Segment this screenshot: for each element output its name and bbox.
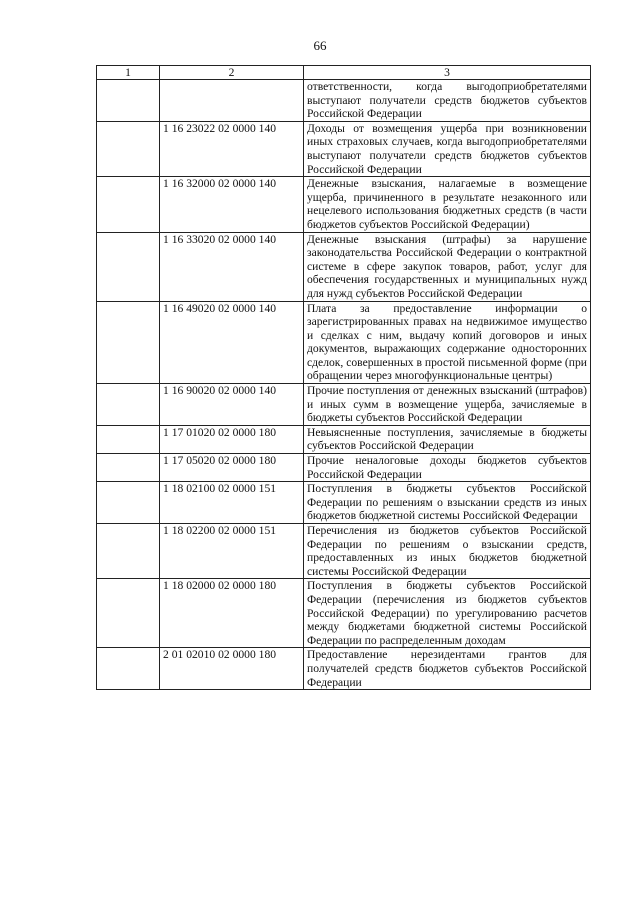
revenue-code-cell: 1 18 02100 02 0000 151: [160, 482, 304, 524]
revenue-description-cell: Денежные взыскания (штрафы) за нарушение законодательства Российской Федерации о контрактной системе в сфере закупок товаров, работ, услуг для обеспечения государственных и муниципальных нужд для нужд субъектов Российской Федерации: [304, 232, 591, 301]
table-row: [97, 232, 591, 301]
table-row: [97, 579, 591, 648]
row-col1-cell: [97, 648, 160, 690]
revenue-description-cell: Прочие неналоговые доходы бюджетов субъектов Российской Федерации: [304, 454, 591, 482]
table-row: [97, 121, 591, 176]
revenue-code-cell: 1 18 02000 02 0000 180: [160, 579, 304, 648]
revenue-code-cell: [160, 80, 304, 122]
revenue-code-cell: 1 16 23022 02 0000 140: [160, 121, 304, 176]
row-col1-cell: [97, 177, 160, 232]
row-col1-cell: [97, 425, 160, 453]
revenue-description-cell: Денежные взыскания, налагаемые в возмещение ущерба, причиненного в результате незаконного или нецелевого использования бюджетных средств (в части бюджетов субъектов Российской Федерации): [304, 177, 591, 232]
table-header-row: [97, 66, 591, 80]
table-row: [97, 384, 591, 426]
row-col1-cell: [97, 232, 160, 301]
table-row: [97, 482, 591, 524]
revenue-description-cell: Доходы от возмещения ущерба при возникновении иных страховых случаев, когда выгодоприобретателями выступают получатели средств бюджетов субъектов Российской Федерации: [304, 121, 591, 176]
revenue-description-cell: Перечисления из бюджетов субъектов Российской Федерации по решениям о взыскании средств, предоставленных из иных бюджетов бюджетной системы Российской Федерации: [304, 524, 591, 579]
column-header-1: 1: [97, 66, 160, 80]
revenue-description-cell: Невыясненные поступления, зачисляемые в бюджеты субъектов Российской Федерации: [304, 425, 591, 453]
revenue-description-cell: Предоставление нерезидентами грантов для получателей средств бюджетов субъектов Российской Федерации: [304, 648, 591, 690]
revenue-description-cell: Поступления в бюджеты субъектов Российской Федерации (перечисления из бюджетов субъектов Российской Федерации) по урегулированию расчетов между бюджетами бюджетной системы Российской Федерации по распределенным доходам: [304, 579, 591, 648]
table-row: [97, 301, 591, 384]
table-row: [97, 454, 591, 482]
revenue-description-cell: Прочие поступления от денежных взысканий (штрафов) и иных сумм в возмещение ущерба, зачисляемые в бюджеты субъектов Российской Федерации: [304, 384, 591, 426]
table-row: [97, 80, 591, 122]
revenue-code-cell: 1 16 32000 02 0000 140: [160, 177, 304, 232]
revenue-code-cell: 1 17 05020 02 0000 180: [160, 454, 304, 482]
table-row: [97, 648, 591, 690]
revenue-code-cell: 1 18 02200 02 0000 151: [160, 524, 304, 579]
row-col1-cell: [97, 454, 160, 482]
revenue-code-cell: 1 16 33020 02 0000 140: [160, 232, 304, 301]
revenue-description-cell: Поступления в бюджеты субъектов Российской Федерации по решениям о взыскании средств из иных бюджетов бюджетной системы Российской Федерации: [304, 482, 591, 524]
revenue-codes-table: [96, 65, 591, 690]
revenue-code-cell: 1 17 01020 02 0000 180: [160, 425, 304, 453]
row-col1-cell: [97, 121, 160, 176]
revenue-description-cell: ответственности, когда выгодоприобретателями выступают получатели средств бюджетов субъектов Российской Федерации: [304, 80, 591, 122]
revenue-description-cell: Плата за предоставление информации о зарегистрированных правах на недвижимое имущество и сделках с ним, выдачу копий договоров и иных документов, выражающих содержание односторонних сделок, совершенных в простой письменной форме (при обращении через многофункциональные центры): [304, 301, 591, 384]
row-col1-cell: [97, 384, 160, 426]
table-row: [97, 177, 591, 232]
revenue-code-cell: 1 16 90020 02 0000 140: [160, 384, 304, 426]
column-header-2: 2: [160, 66, 304, 80]
page-number: 66: [313, 38, 327, 53]
row-col1-cell: [97, 482, 160, 524]
table-row: [97, 425, 591, 453]
revenue-code-cell: 2 01 02010 02 0000 180: [160, 648, 304, 690]
row-col1-cell: [97, 80, 160, 122]
column-header-3: 3: [304, 66, 591, 80]
row-col1-cell: [97, 579, 160, 648]
row-col1-cell: [97, 524, 160, 579]
row-col1-cell: [97, 301, 160, 384]
revenue-code-cell: 1 16 49020 02 0000 140: [160, 301, 304, 384]
table-row: [97, 524, 591, 579]
